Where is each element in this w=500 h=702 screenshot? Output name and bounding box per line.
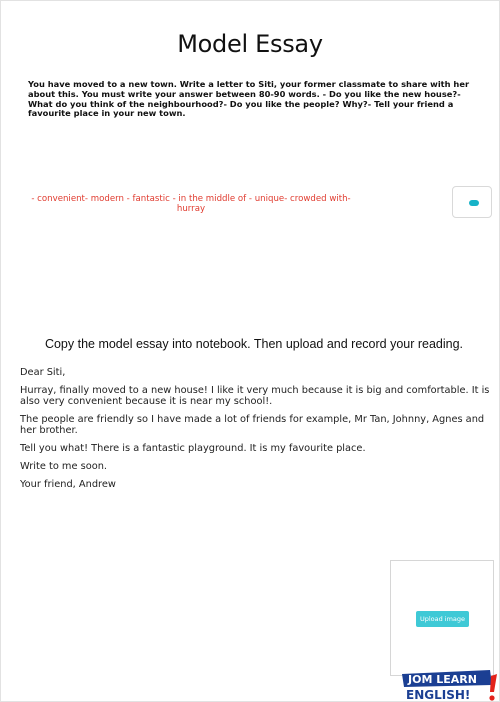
toggle-indicator-icon xyxy=(469,200,479,206)
keyword-list: - convenient- modern - fantastic - in the middle of - unique- crowded with- hurray xyxy=(31,194,351,214)
essay-prompt: You have moved to a new town. Write a letter to Siti, your former classmate to share with her about this. You must write your answer between 80-90 words. - Do you like the new house?- What do you think of the neighbourhood?- Do you like the people? Why?- Tell your friend a favourite place in your new town. xyxy=(28,79,470,119)
logo-exclamation-dot xyxy=(489,695,494,700)
instruction-text: Copy the model essay into notebook. Then upload and record your reading. xyxy=(44,337,464,351)
essay-paragraph: Hurray, finally moved to a new house! I like it very much because it is big and comfortable. It is also very convenient because it is near my school!. xyxy=(20,385,490,407)
side-toggle-button[interactable] xyxy=(452,186,492,218)
logo-line-2: ENGLISH! xyxy=(406,688,471,702)
upload-panel xyxy=(390,560,494,676)
essay-paragraph: The people are friendly so I have made a lot of friends for example, Mr Tan, Johnny, Agnes and her brother. xyxy=(20,414,485,436)
logo-line-1: JOM LEARN xyxy=(408,673,477,686)
logo-exclamation-icon xyxy=(490,674,497,692)
upload-image-button[interactable]: Upload image xyxy=(416,611,469,627)
page-title: Model Essay xyxy=(177,30,323,58)
essay-paragraph: Write to me soon. xyxy=(20,461,108,472)
essay-greeting: Dear Siti, xyxy=(20,367,66,378)
model-essay xyxy=(20,367,496,497)
essay-paragraph: Tell you what! There is a fantastic playground. It is my favourite place. xyxy=(20,443,366,454)
essay-closing: Your friend, Andrew xyxy=(20,479,116,490)
jom-learn-english-logo xyxy=(400,668,500,702)
